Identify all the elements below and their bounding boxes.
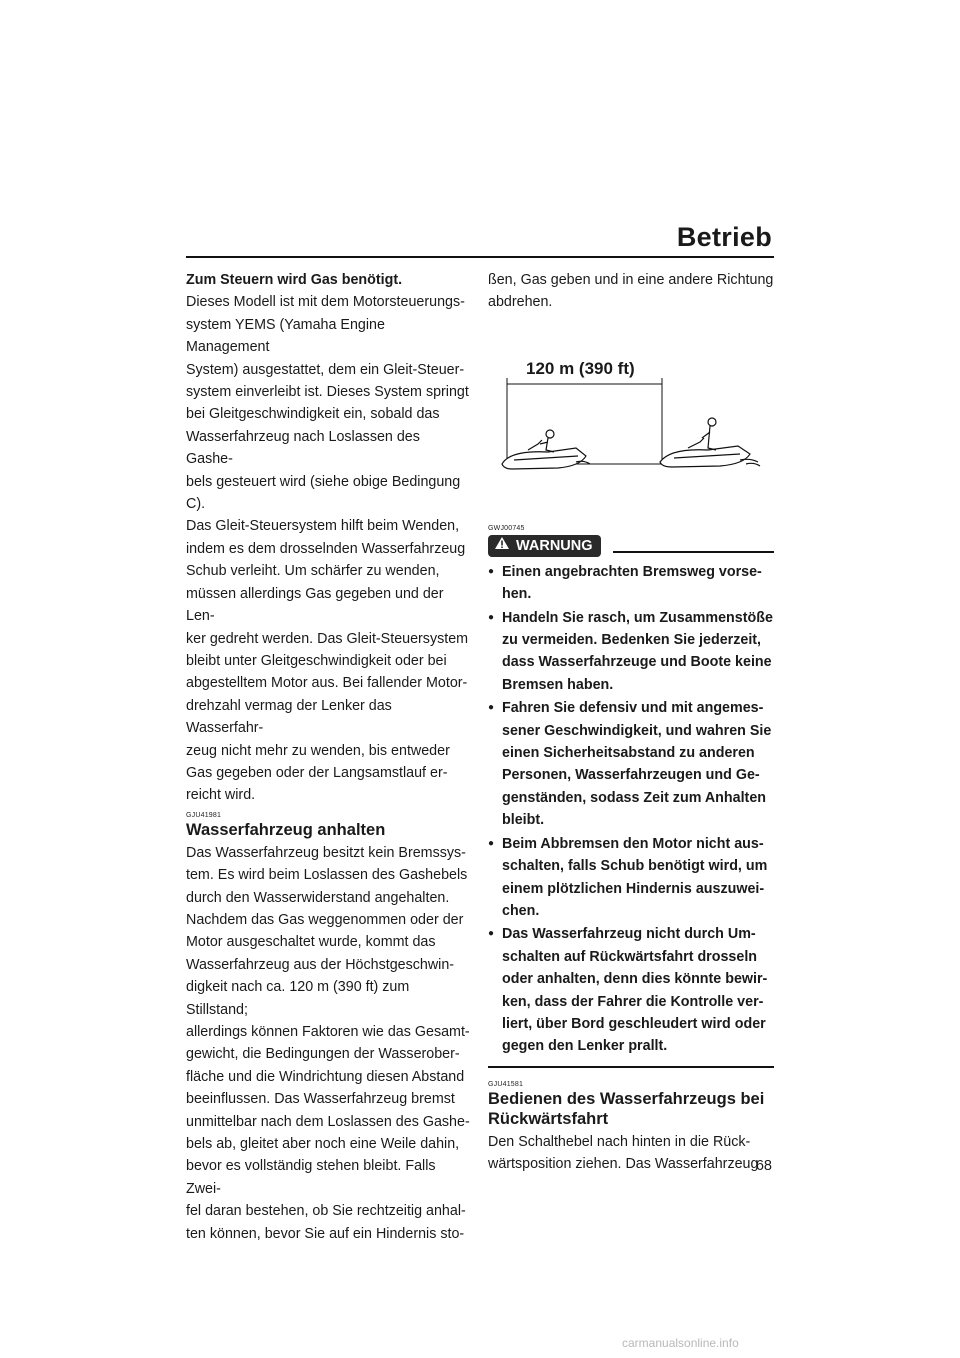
text-line: Wasserfahrzeug nach Loslassen des Gashe- [186,428,420,468]
warning-item [488,923,774,1057]
text-line: digkeit nach ca. 120 m (390 ft) zum Stillstand; [186,979,410,1018]
paragraph-anhalten [186,842,470,1245]
jet-ski-left-icon [502,430,590,469]
text-line: indem es dem drosselnden Wasserfahrzeug [186,540,466,557]
warning-item-line: chen. [502,902,540,919]
section-code: GJU41981 [186,811,222,819]
warning-item-line: sener Geschwindigkeit, und wahren Sie [502,722,772,739]
left-column [186,269,470,1245]
text-line: ker gedreht werden. Das Gleit-Steuersystem [186,630,469,647]
text-line: bels gesteuert wird (siehe obige Bedingung [186,473,461,490]
text-line: unmittelbar nach dem Loslassen des Gashe- [186,1113,470,1130]
text-line: gewicht, die Bedingungen der Wasserober- [186,1046,460,1063]
warning-item-line: ● Fahren Sie defensiv und mit angemes- [502,700,764,717]
warning-end-rule [488,1066,774,1068]
warning-item [488,833,774,923]
warning-item-line: zu vermeiden. Bedenken Sie jederzeit, [502,632,762,649]
text-line: Motor ausgeschaltet wurde, kommt das [186,934,436,951]
text-line: reicht wird. [186,787,256,804]
warning-badge [488,535,601,557]
warning-item-line: bleibt. [502,812,545,829]
warning-item-line: gegen den Lenker prallt. [502,1038,668,1055]
distance-label: 120 m (390 ft) [526,358,635,378]
text-line: Dieses Modell ist mit dem Motorsteuerungs- [186,294,465,311]
text-line: abdrehen. [488,294,553,311]
warning-item-line: genständen, sodass Zeit zum Anhalten [502,789,767,806]
warning-icon [494,535,510,557]
text-line: fel daran bestehen, ob Sie rechtzeitig anhal- [186,1203,466,1220]
warning-header [488,535,774,557]
text-line: Das Wasserfahrzeug besitzt kein Bremssys- [186,844,466,861]
warning-item-line: ● Einen angebrachten Bremsweg vorse- [502,563,762,580]
page-number: 68 [755,1158,772,1174]
text-line: durch den Wasserwiderstand angehalten. [186,889,450,906]
page-title: Betrieb [676,222,772,252]
text-line: System) ausgestattet, dem ein Gleit-Steuer- [186,361,465,378]
warning-item-line: einem plötzlichen Hindernis auszuwei- [502,880,765,897]
text-line: wärtsposition ziehen. Das Wasserfahrzeug [488,1156,759,1173]
warning-item-line: ken, dass der Fahrer die Kontrolle ver- [502,993,764,1010]
text-line: Schub verleiht. Um schärfer zu wenden, [186,563,440,580]
text-line: bei Gleitgeschwindigkeit ein, sobald das [186,406,440,423]
warning-list [488,561,774,1058]
text-line: tem. Es wird beim Loslassen des Gashebels [186,867,468,884]
paragraph-gleit-steuersystem [186,515,470,806]
text-line: zeug nicht mehr zu wenden, bis entweder [186,742,450,759]
text-line: abgestelltem Motor aus. Bei fallender Motor- [186,675,468,692]
text-line: Wasserfahrzeug aus der Höchstgeschwin- [186,956,455,973]
right-column [488,269,774,1176]
text-line: bleibt unter Gleitgeschwindigkeit oder bei [186,652,447,669]
text-line: fläche und die Windrichtung diesen Abstand [186,1068,465,1085]
warning-item-line: ● Das Wasserfahrzeug nicht durch Um- [502,926,756,943]
text-line: system YEMS (Yamaha Engine Management [186,316,385,356]
intro-heading: Zum Steuern wird Gas benötigt. [186,272,403,288]
section-title-anhalten: Wasserfahrzeug anhalten [186,820,386,839]
watermark: carmanualsonline.info [622,1336,739,1350]
text-line: Das Gleit-Steuersystem hilft beim Wenden, [186,518,460,535]
text-line: ten können, bevor Sie auf ein Hindernis sto- [186,1225,465,1242]
warning-label: WARNUNG [516,537,593,554]
paragraph-reverse [488,1131,774,1176]
text-line: C). [186,496,206,513]
text-line: Den Schalthebel nach hinten in die Rück- [488,1133,751,1150]
warning-item-line: dass Wasserfahrzeuge und Boote keine [502,654,772,671]
paragraph-continued [488,269,774,314]
text-line: Gas gegeben oder der Langsamstlauf er- [186,764,448,781]
jet-ski-right-icon [660,418,760,467]
warning-rule [613,551,774,553]
warning-item-line: hen. [502,586,532,603]
text-line: bevor es vollständig stehen bleibt. Falls Zwei- [186,1158,436,1197]
text-line: beeinflussen. Das Wasserfahrzeug bremst [186,1091,455,1108]
text-line: Nachdem das Gas weggenommen oder der [186,911,464,928]
section-code-reverse: GJU41581 [488,1080,524,1088]
warning-item-line: schalten, falls Schub benötigt wird, um [502,858,768,875]
header-rule [186,256,774,258]
warning-item-line: einen Sicherheitsabstand zu anderen [502,745,755,762]
warning-item-line: ● Handeln Sie rasch, um Zusammenstöße [502,609,773,626]
text-line: drehzahl vermag der Lenker das Wasserfahr- [186,697,392,737]
warning-item-line: liert, über Bord geschleudert wird oder [502,1015,766,1032]
warning-item [488,607,774,697]
warning-code: GWJ00745 [488,524,525,532]
warning-item [488,697,774,831]
warning-item-line: ● Beim Abbremsen den Motor nicht aus- [502,835,764,852]
text-line: Rückwärtsfahrt [488,1109,609,1128]
text-line: müssen allerdings Gas gegeben und der Len- [186,585,444,625]
warning-item-line: Personen, Wasserfahrzeugen und Ge- [502,767,760,784]
warning-item-line: oder anhalten, denn dies könnte bewir- [502,971,768,988]
warning-item [488,561,774,606]
text-line: system einverleibt ist. Dieses System springt [186,384,469,401]
stopping-distance-figure [488,352,774,502]
warning-item-line: Bremsen haben. [502,676,614,693]
text-line: allerdings können Faktoren wie das Gesamt- [186,1024,470,1040]
text-line: bels ab, gleitet aber noch eine Weile dahin, [186,1136,460,1153]
section-title-reverse [488,1089,774,1129]
text-line: Bedienen des Wasserfahrzeugs bei [488,1089,765,1108]
text-line: ßen, Gas geben und in eine andere Richtung [488,272,774,288]
warning-item-line: schalten auf Rückwärtsfahrt drosseln [502,948,758,965]
paragraph-yems [186,291,470,515]
